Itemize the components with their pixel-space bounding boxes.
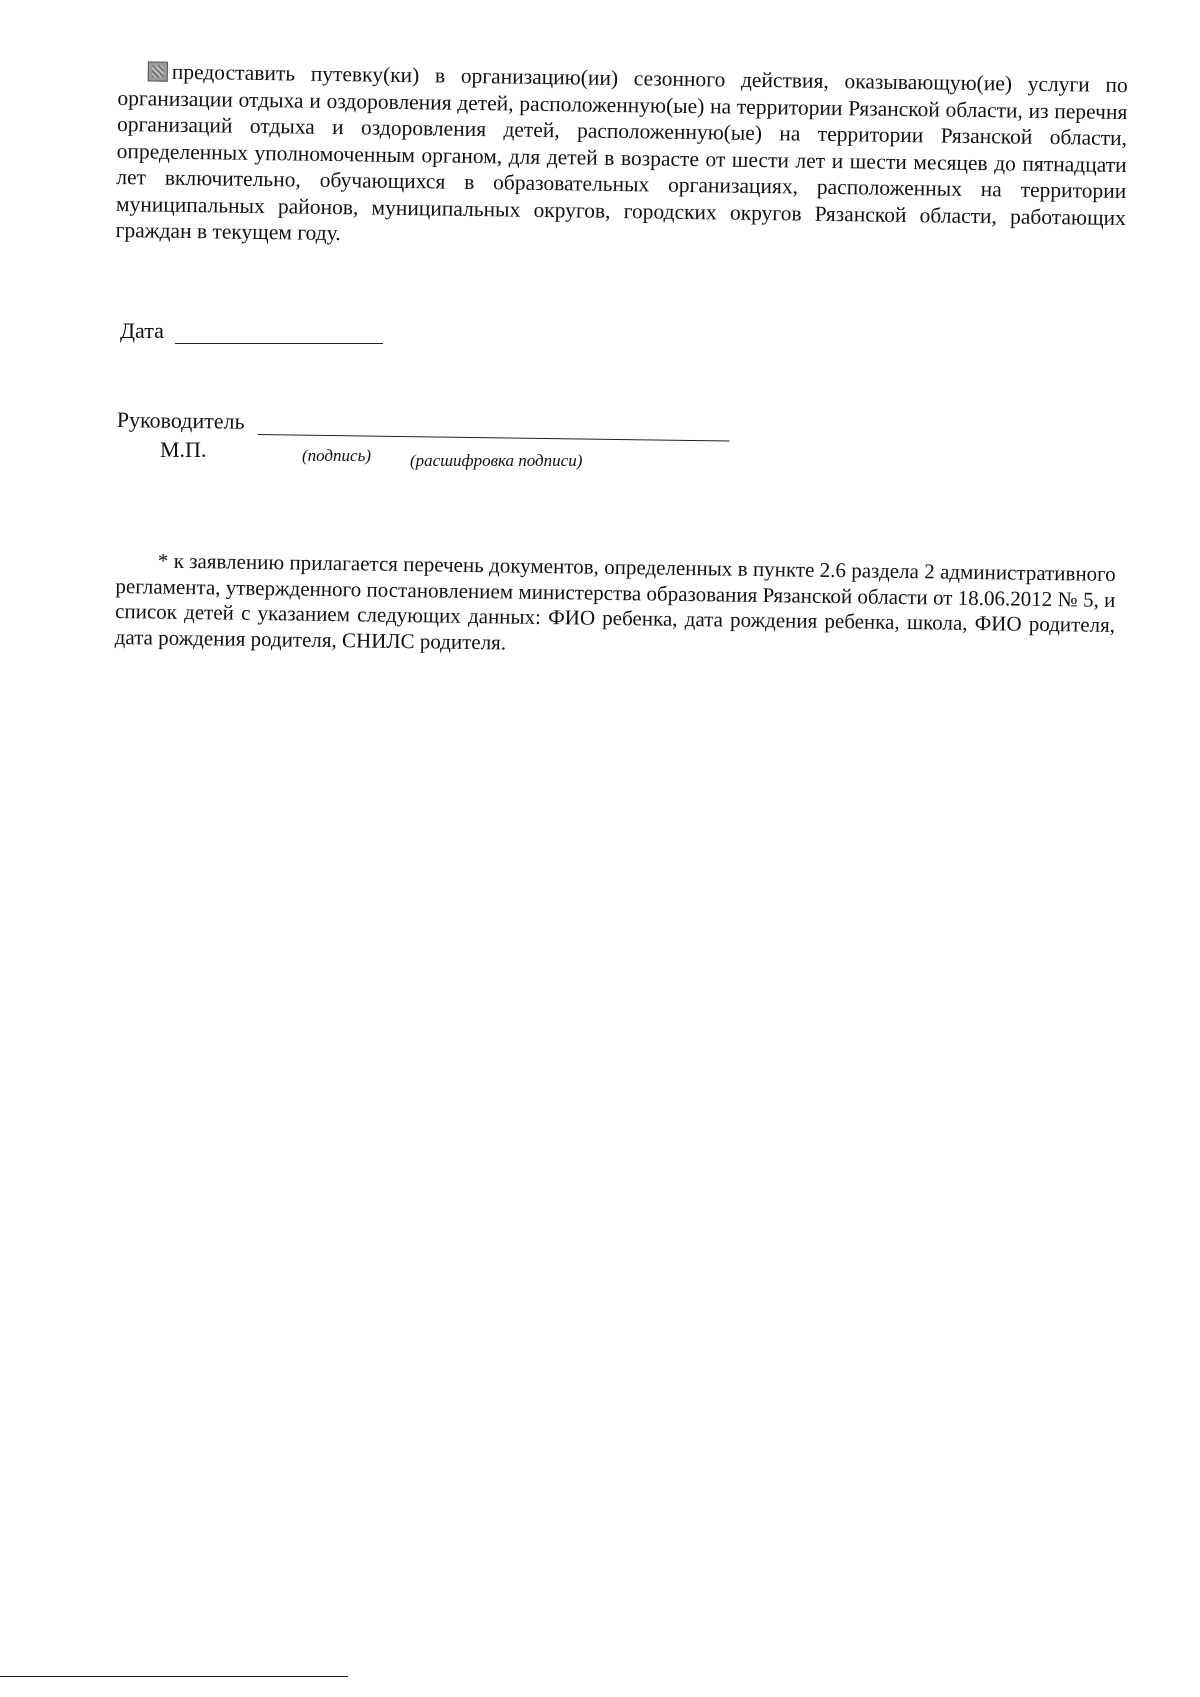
main-paragraph-block	[115, 58, 1127, 258]
signature-field-line[interactable]	[258, 414, 730, 442]
head-label: Руководитель	[116, 407, 245, 434]
main-paragraph-text: предоставить путевку(ки) в организацию(ии) сезонного действия, оказывающую(ие) услуги по организации отдыха и оздоровления детей, расположенную(ые) на территории Рязанской области, из перечня организаций отдыха и оздоровления детей, расположенную(ые) на территории Рязанской области, определенных уполномоченным органом, для детей в возрасте от шести лет и шести месяцев до пятнадцати лет включительно, обучающихся в образовательных организациях, расположенных на территории муниципальных районов, муниципальных округов, городских округов Рязанской области, работающих граждан в текущем году.	[115, 59, 1128, 246]
main-paragraph	[115, 58, 1127, 258]
footnote-paragraph	[115, 548, 1116, 664]
footnote-text: к заявлению прилагается перечень документов, определенных в пункте 2.6 раздела 2 административного регламента, утвержденного постановлением министерства образования Рязанской области от 18.06.2012 № 5, и список детей с указанием следующих данных: ФИО ребенка, дата рождения ребенка, школа, ФИО родителя, дата рождения родителя, СНИЛС родителя.	[114, 548, 1116, 654]
signature-decode-caption: (расшифровка подписи)	[410, 451, 583, 470]
footnote-separator-line	[0, 1676, 348, 1677]
signature-caption: (подпись)	[302, 446, 371, 465]
date-field-line[interactable]	[175, 323, 383, 344]
stamp-label: М.П.	[160, 437, 207, 462]
checkbox-checked[interactable]	[148, 61, 168, 81]
head-signature-row	[117, 407, 731, 442]
footnote-block	[115, 548, 1116, 664]
date-row	[120, 318, 383, 344]
footnote-marker: *	[157, 548, 169, 573]
date-label: Дата	[120, 318, 164, 343]
